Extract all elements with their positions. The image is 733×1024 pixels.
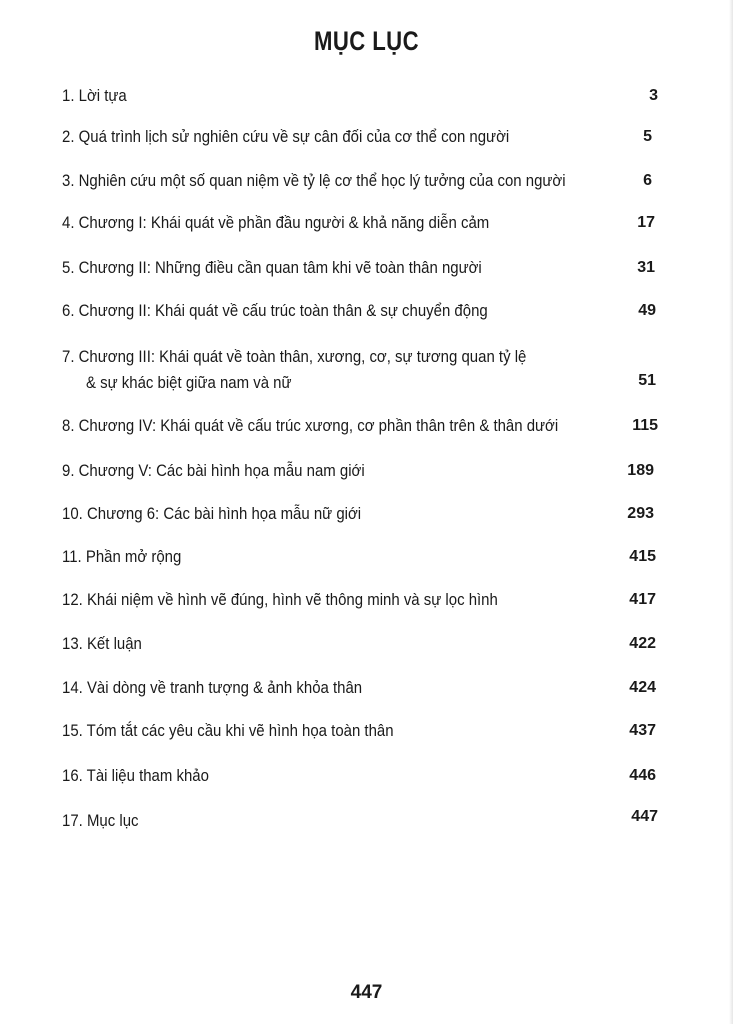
toc-entry-label: 8. Chương IV: Khái quát về cấu trúc xương, cơ phần thân trên & thân dưới	[62, 416, 559, 435]
toc-entry-page: 5	[643, 128, 652, 145]
toc-entry-label: 3. Nghiên cứu một số quan niệm về tỷ lệ cơ thể học lý tưởng của con người	[62, 171, 566, 190]
toc-entry-page: 51	[638, 372, 656, 389]
toc-entry-label: 10. Chương 6: Các bài hình họa mẫu nữ giới	[62, 504, 362, 523]
toc-entry-label: 12. Khái niệm về hình vẽ đúng, hình vẽ thông minh và sự lọc hình	[62, 590, 498, 609]
table-of-contents	[62, 0, 662, 1024]
toc-entry-page: 115	[632, 417, 658, 434]
toc-entry-label: 1. Lời tựa	[62, 86, 127, 105]
toc-entry-page: 189	[627, 462, 654, 479]
toc-entry-page: 437	[629, 722, 656, 739]
toc-entry-label-continued: & sự khác biệt giữa nam và nữ	[86, 373, 292, 392]
toc-entry-label: 2. Quá trình lịch sử nghiên cứu về sự cân đối của cơ thể con người	[62, 127, 510, 146]
page-number: 447	[350, 982, 383, 1003]
page-edge-shadow	[729, 0, 733, 1024]
toc-entry-label: 17. Mục lục	[62, 811, 139, 830]
toc-entry-page: 447	[631, 808, 658, 825]
toc-entry-label: 5. Chương II: Những điều cần quan tâm khi vẽ toàn thân người	[62, 258, 482, 277]
toc-entry-label: 13. Kết luận	[62, 634, 142, 653]
toc-entry-page: 415	[629, 548, 656, 565]
toc-entry-page: 3	[649, 87, 658, 104]
toc-entry-label: 7. Chương III: Khái quát về toàn thân, xương, cơ, sự tương quan tỷ lệ	[62, 347, 527, 366]
toc-entry-page: 422	[629, 635, 656, 652]
toc-entry-page: 6	[643, 172, 652, 189]
toc-entry-label: 16. Tài liệu tham khảo	[62, 766, 209, 785]
toc-entry-page: 424	[629, 679, 656, 696]
toc-entry-label: 14. Vài dòng về tranh tượng & ảnh khỏa thân	[62, 678, 363, 697]
toc-entry-label: 11. Phần mở rộng	[62, 547, 182, 566]
toc-entry-page: 49	[638, 302, 656, 319]
toc-entry-page: 293	[627, 505, 654, 522]
toc-entry	[62, 346, 658, 398]
toc-entry-label: 6. Chương II: Khái quát về cấu trúc toàn thân & sự chuyển động	[62, 301, 488, 320]
page-title: MỤC LỤC	[314, 26, 419, 56]
toc-entry-label: 9. Chương V: Các bài hình họa mẫu nam giới	[62, 461, 365, 480]
toc-entry-label: 4. Chương I: Khái quát về phần đầu người & khả năng diễn cảm	[62, 213, 490, 232]
toc-entry-label: 15. Tóm tắt các yêu cầu khi vẽ hình họa toàn thân	[62, 721, 394, 740]
toc-entry-page: 446	[629, 767, 656, 784]
toc-entry-page: 17	[637, 214, 655, 231]
toc-entry-page: 417	[629, 591, 656, 608]
toc-entry-page: 31	[637, 259, 655, 276]
